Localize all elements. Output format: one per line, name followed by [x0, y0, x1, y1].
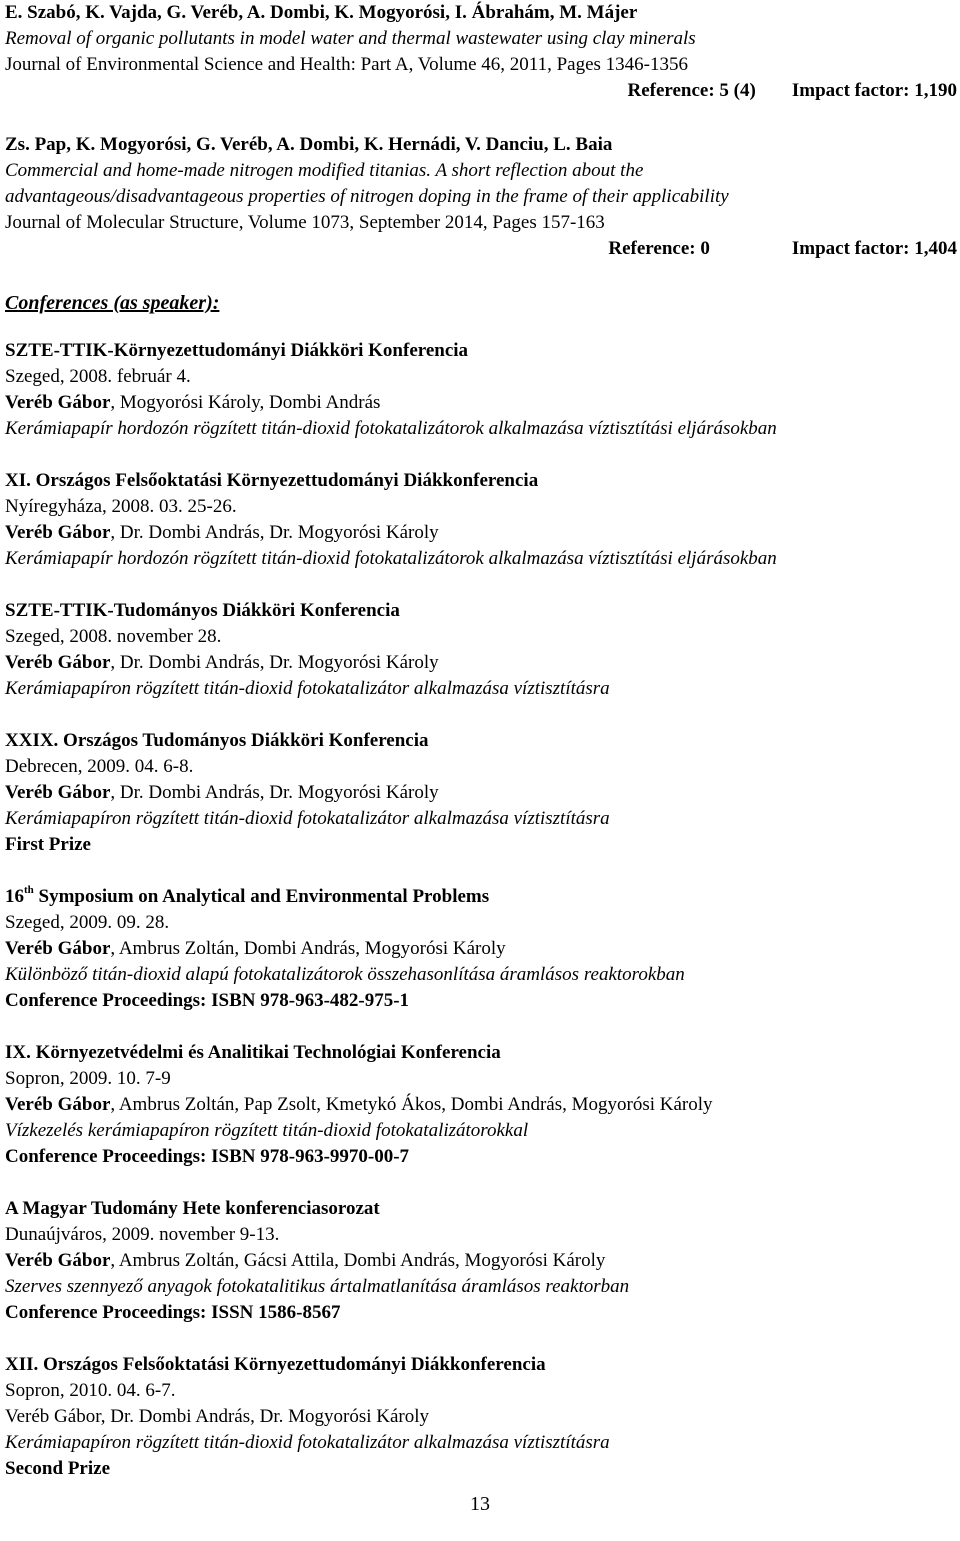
conference-talk-title: Kerámiapapíron rögzített titán-dioxid fotokatalizátor alkalmazása víztisztításra: [5, 678, 610, 699]
conference-award: First Prize: [5, 834, 91, 855]
conference-authors: [5, 1404, 957, 1430]
conference-authors: [5, 936, 957, 962]
conference-authors: [5, 780, 957, 806]
conference-ordinal: 16: [5, 886, 24, 907]
conference-name: A Magyar Tudomány Hete konferenciasorozat: [5, 1198, 380, 1219]
conference-name: XI. Országos Felsőoktatási Környezettudományi Diákkonferencia: [5, 470, 539, 491]
lead-author: Veréb Gábor: [5, 652, 111, 673]
conference-talk-title: Kerámiapapíron rögzített titán-dioxid fotokatalizátor alkalmazása víztisztításra: [5, 1432, 610, 1453]
conference-proceedings: Conference Proceedings: ISBN 978-963-482-975-1: [5, 990, 410, 1011]
conference-entry: [5, 884, 957, 1014]
conference-place-date: Debrecen, 2009. 04. 6-8.: [5, 756, 194, 777]
conference-name: [5, 884, 957, 910]
lead-author: Veréb Gábor: [5, 522, 111, 543]
coauthors: , Ambrus Zoltán, Dombi András, Mogyorósi Károly: [110, 938, 506, 959]
conference-talk-title: Kerámiapapíron rögzített titán-dioxid fotokatalizátor alkalmazása víztisztításra: [5, 808, 610, 829]
page-number: 13: [470, 1493, 490, 1515]
coauthors: , Ambrus Zoltán, Gácsi Attila, Dombi András, Mogyorósi Károly: [110, 1250, 606, 1271]
conference-entry: [5, 338, 957, 442]
conference-proceedings: Conference Proceedings: ISSN 1586-8567: [5, 1302, 341, 1323]
lead-author: Veréb Gábor: [5, 782, 111, 803]
publication-impact-factor: Impact factor: 1,190: [791, 80, 957, 101]
conference-place-date: Sopron, 2010. 04. 6-7.: [5, 1380, 176, 1401]
coauthors: , Mogyorósi Károly, Dombi András: [110, 392, 381, 413]
publication-journal: Journal of Environmental Science and Health: Part A, Volume 46, 2011, Pages 1346-1356: [5, 54, 689, 75]
publication-title: Removal of organic pollutants in model water and thermal wastewater using clay minerals: [5, 28, 696, 49]
conference-entry: [5, 728, 957, 858]
lead-author: Veréb Gábor: [5, 392, 111, 413]
conference-name-text: Symposium on Analytical and Environmental Problems: [33, 886, 490, 907]
conference-entry: [5, 1196, 957, 1326]
coauthors: , Dr. Dombi András, Dr. Mogyorósi Károly: [110, 652, 439, 673]
publication-journal: Journal of Molecular Structure, Volume 1073, September 2014, Pages 157-163: [5, 212, 605, 233]
publication-reference: Reference: 0: [608, 238, 710, 259]
conference-talk-title: Kerámiapapír hordozón rögzített titán-dioxid fotokatalizátorok alkalmazása víztisztítási eljárásokban: [5, 418, 777, 439]
coauthors: , Dr. Dombi András, Dr. Mogyorósi Károly: [110, 522, 439, 543]
conference-authors: [5, 520, 957, 546]
conference-name: XII. Országos Felsőoktatási Környezettudományi Diákkonferencia: [5, 1354, 546, 1375]
conference-name: IX. Környezetvédelmi és Analitikai Technológiai Konferencia: [5, 1042, 501, 1063]
coauthors: , Dr. Dombi András, Dr. Mogyorósi Károly: [110, 782, 439, 803]
lead-author: Veréb Gábor: [5, 1094, 111, 1115]
conference-talk-title: Szerves szennyező anyagok fotokatalitikus ártalmatlanítása áramlásos reaktorban: [5, 1276, 630, 1297]
conference-ordinal-suffix: th: [24, 883, 34, 896]
conference-authors: [5, 1248, 957, 1274]
publication-title: Commercial and home-made nitrogen modified titanias. A short reflection about the: [5, 160, 644, 181]
conference-authors: [5, 650, 957, 676]
coauthors: , Dr. Dombi András, Dr. Mogyorósi Károly: [100, 1406, 430, 1427]
publication-metrics: [5, 236, 957, 262]
conference-place-date: Sopron, 2009. 10. 7-9: [5, 1068, 171, 1089]
conference-place-date: Nyíregyháza, 2008. 03. 25-26.: [5, 496, 237, 517]
publication-authors: Zs. Pap, K. Mogyorósi, G. Veréb, A. Dombi, K. Hernádi, V. Danciu, L. Baia: [5, 134, 613, 155]
conference-name: XXIX. Országos Tudományos Diákköri Konferencia: [5, 730, 429, 751]
conference-talk-title: Vízkezelés kerámiapapíron rögzített titán-dioxid fotokatalizátorokkal: [5, 1120, 529, 1141]
publication-metrics: [5, 78, 957, 104]
conference-talk-title: Kerámiapapír hordozón rögzített titán-dioxid fotokatalizátorok alkalmazása víztisztítási eljárásokban: [5, 548, 777, 569]
conference-place-date: Szeged, 2008. november 28.: [5, 626, 222, 647]
conference-entry: [5, 1352, 957, 1482]
conference-authors: [5, 1092, 957, 1118]
conference-name: SZTE-TTIK-Tudományos Diákköri Konferencia: [5, 600, 400, 621]
conference-place-date: Szeged, 2009. 09. 28.: [5, 912, 170, 933]
publication-authors: E. Szabó, K. Vajda, G. Veréb, A. Dombi, K. Mogyorósi, I. Ábrahám, M. Májer: [5, 2, 638, 23]
conference-talk-title: Különböző titán-dioxid alapú fotokatalizátorok összehasonlítása áramlásos reaktorokban: [5, 964, 685, 985]
lead-author: Veréb Gábor: [5, 938, 111, 959]
publication-impact-factor: Impact factor: 1,404: [791, 238, 957, 259]
publication-reference: Reference: 5 (4): [627, 80, 756, 101]
publication-title-continued: advantageous/disadvantageous properties of nitrogen doping in the frame of their applicability: [5, 186, 729, 207]
conference-place-date: Szeged, 2008. február 4.: [5, 366, 191, 387]
publication-entry: [5, 132, 957, 262]
publication-entry: [5, 0, 957, 104]
document-page: [5, 0, 957, 1482]
conference-entry: [5, 468, 957, 572]
conferences-heading: Conferences (as speaker):: [5, 292, 220, 314]
conference-entry: [5, 1040, 957, 1170]
conference-proceedings: Conference Proceedings: ISBN 978-963-9970-00-7: [5, 1146, 410, 1167]
lead-author: Veréb Gábor: [5, 1250, 111, 1271]
conference-name: SZTE-TTIK-Környezettudományi Diákköri Konferencia: [5, 340, 469, 361]
conference-authors: [5, 390, 957, 416]
coauthors: , Ambrus Zoltán, Pap Zsolt, Kmetykó Ákos, Dombi András, Mogyorósi Károly: [110, 1094, 713, 1115]
lead-author: Veréb Gábor: [5, 1406, 101, 1427]
conference-place-date: Dunaújváros, 2009. november 9-13.: [5, 1224, 280, 1245]
conference-entry: [5, 598, 957, 702]
conference-award: Second Prize: [5, 1458, 111, 1479]
